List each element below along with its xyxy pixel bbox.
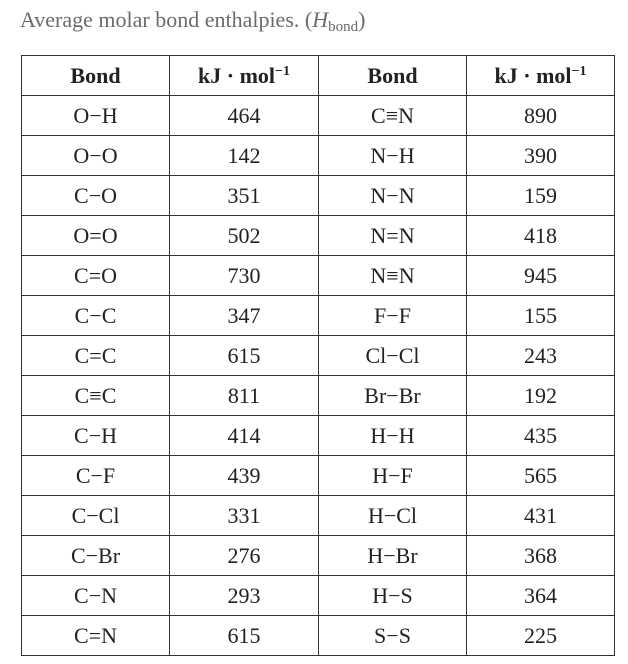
enthalpy-cell: 293 bbox=[170, 576, 319, 616]
unit-exponent: −1 bbox=[571, 63, 587, 79]
bond-cell: N≡N bbox=[319, 256, 467, 296]
bond-cell: H−S bbox=[319, 576, 467, 616]
bond-cell: O−O bbox=[22, 136, 170, 176]
bond-cell: C=C bbox=[22, 336, 170, 376]
bond-cell: C−F bbox=[22, 456, 170, 496]
caption-close: ) bbox=[358, 7, 366, 32]
bond-cell: C−C bbox=[22, 296, 170, 336]
bond-cell: H−H bbox=[319, 416, 467, 456]
bond-cell: F−F bbox=[319, 296, 467, 336]
table-row bbox=[22, 576, 615, 616]
enthalpy-cell: 418 bbox=[467, 216, 615, 256]
enthalpy-cell: 615 bbox=[170, 616, 319, 656]
unit-exponent: −1 bbox=[275, 63, 290, 79]
bond-cell: H−Cl bbox=[319, 496, 467, 536]
bond-cell: Cl−Cl bbox=[319, 336, 467, 376]
bond-cell: C−N bbox=[22, 576, 170, 616]
caption-text: Average molar bond enthalpies. ( bbox=[20, 7, 313, 32]
enthalpy-cell: 502 bbox=[170, 216, 319, 256]
enthalpy-cell: 368 bbox=[467, 536, 615, 576]
bond-cell: S−S bbox=[319, 616, 467, 656]
bond-cell: O−H bbox=[22, 96, 170, 136]
table-row bbox=[22, 296, 615, 336]
enthalpy-cell: 414 bbox=[170, 416, 319, 456]
enthalpy-cell: 142 bbox=[170, 136, 319, 176]
enthalpy-cell: 890 bbox=[467, 96, 615, 136]
enthalpy-cell: 439 bbox=[170, 456, 319, 496]
bond-cell: C−Cl bbox=[22, 496, 170, 536]
enthalpy-cell: 243 bbox=[467, 336, 615, 376]
table-row bbox=[22, 216, 615, 256]
table-row bbox=[22, 336, 615, 376]
table-row bbox=[22, 376, 615, 416]
table-row bbox=[22, 496, 615, 536]
bond-cell: C−Br bbox=[22, 536, 170, 576]
enthalpy-cell: 390 bbox=[467, 136, 615, 176]
enthalpy-cell: 945 bbox=[467, 256, 615, 296]
enthalpy-cell: 351 bbox=[170, 176, 319, 216]
enthalpy-cell: 730 bbox=[170, 256, 319, 296]
bond-cell: H−Br bbox=[319, 536, 467, 576]
header-row bbox=[22, 56, 615, 96]
enthalpy-cell: 347 bbox=[170, 296, 319, 336]
enthalpy-cell: 331 bbox=[170, 496, 319, 536]
table-row bbox=[22, 616, 615, 656]
bond-cell: C=N bbox=[22, 616, 170, 656]
enthalpy-cell: 276 bbox=[170, 536, 319, 576]
table-row bbox=[22, 176, 615, 216]
enthalpy-cell: 155 bbox=[467, 296, 615, 336]
bond-cell: H−F bbox=[319, 456, 467, 496]
bond-cell: Br−Br bbox=[319, 376, 467, 416]
header-bond-1: Bond bbox=[22, 56, 170, 96]
enthalpy-cell: 811 bbox=[170, 376, 319, 416]
enthalpy-cell: 431 bbox=[467, 496, 615, 536]
enthalpy-cell: 435 bbox=[467, 416, 615, 456]
bond-cell: C−H bbox=[22, 416, 170, 456]
bond-cell: C≡C bbox=[22, 376, 170, 416]
bond-cell: N=N bbox=[319, 216, 467, 256]
table-row bbox=[22, 256, 615, 296]
table-row bbox=[22, 536, 615, 576]
enthalpy-cell: 225 bbox=[467, 616, 615, 656]
header-energy-2: kJ · mol$^{-1}$ bbox=[467, 56, 615, 96]
table-row bbox=[22, 456, 615, 496]
enthalpy-cell: 159 bbox=[467, 176, 615, 216]
bond-cell: C−O bbox=[22, 176, 170, 216]
bond-cell: N−H bbox=[319, 136, 467, 176]
header-bond-2: Bond bbox=[319, 56, 467, 96]
bond-enthalpy-table bbox=[21, 55, 615, 656]
enthalpy-cell: 364 bbox=[467, 576, 615, 616]
caption-subscript: bond bbox=[328, 19, 359, 35]
caption-symbol: H bbox=[312, 7, 329, 32]
enthalpy-cell: 464 bbox=[170, 96, 319, 136]
header-energy-1: kJ · mol$^{-1}$ bbox=[170, 56, 319, 96]
bond-cell: O=O bbox=[22, 216, 170, 256]
table-row bbox=[22, 416, 615, 456]
enthalpy-cell: 192 bbox=[467, 376, 615, 416]
enthalpy-cell: 615 bbox=[170, 336, 319, 376]
table-caption bbox=[20, 7, 365, 36]
bond-cell: C=O bbox=[22, 256, 170, 296]
bond-cell: N−N bbox=[319, 176, 467, 216]
bond-cell: C≡N bbox=[319, 96, 467, 136]
table-row bbox=[22, 96, 615, 136]
table-row bbox=[22, 136, 615, 176]
enthalpy-cell: 565 bbox=[467, 456, 615, 496]
